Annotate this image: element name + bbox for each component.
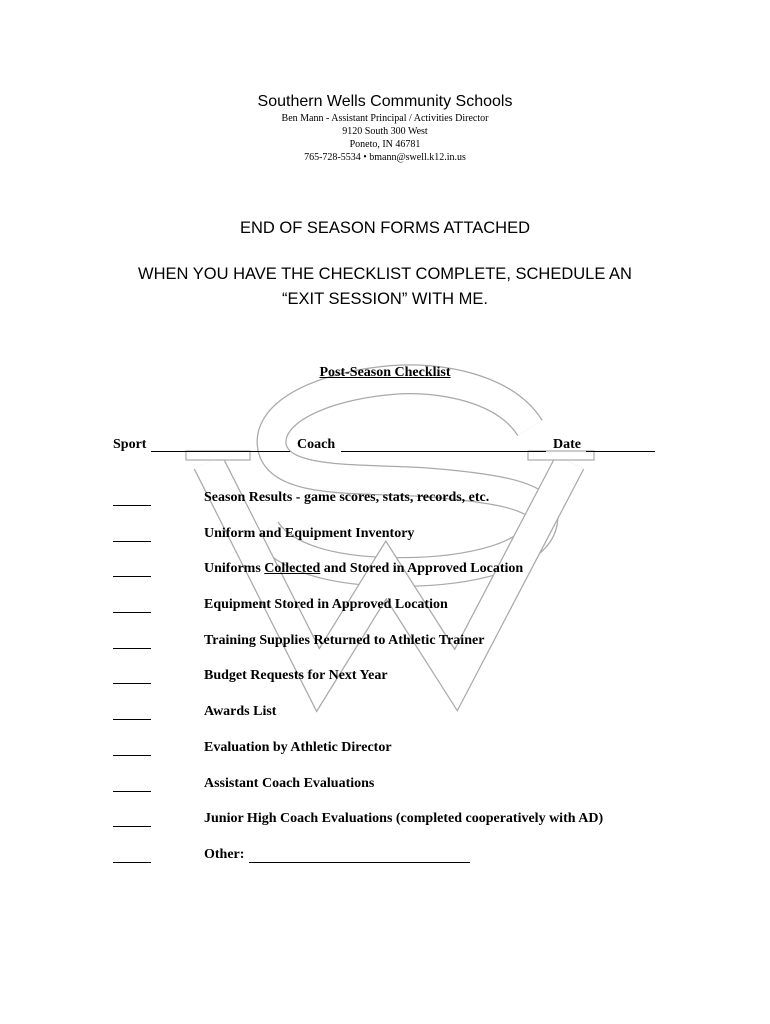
checklist-item-label: Training Supplies Returned to Athletic Trainer [204,632,485,648]
address-street: 9120 South 300 West [342,126,428,137]
checklist-item [0,766,770,802]
checklist-item-label-underlined: Collected [264,561,321,577]
coach-blank [341,451,546,452]
check-blank [113,862,151,863]
checklist-item-label: Evaluation by Athletic Director [204,739,392,755]
checklist-title [0,363,770,383]
check-blank [113,541,151,542]
checklist-item [0,516,770,552]
checklist-item [0,730,770,766]
school-name: Southern Wells Community Schools [257,93,513,110]
check-blank [113,683,151,684]
check-blank [113,576,151,577]
checklist-item-label: Uniform and Equipment Inventory [204,525,415,541]
checklist-item [0,551,770,587]
checklist-item [0,587,770,623]
check-blank [113,791,151,792]
check-blank [113,612,151,613]
check-blank [113,505,151,506]
checklist-item [0,694,770,730]
other-blank [249,862,470,863]
date-blank [586,451,655,452]
checklist-item [0,658,770,694]
checklist-item-other [0,837,770,873]
check-blank [113,826,151,827]
date-label: Date [553,437,581,452]
notice-title: END OF SEASON FORMS ATTACHED [240,219,530,237]
coach-label: Coach [297,437,336,452]
checklist-item-label [204,559,523,579]
contact-block [0,112,770,164]
phone-email: 765-728-5534 • bmann@swell.k12.in.us [304,152,466,163]
notice-line-1: WHEN YOU HAVE THE CHECKLIST COMPLETE, SCHEDULE AN [138,265,632,283]
checklist-item [0,623,770,659]
contact-name: Ben Mann - Assistant Principal / Activities Director [281,113,489,124]
checklist-item-label: Other: [204,846,245,862]
notice-instructions [0,262,770,312]
checklist-header-fields [0,435,770,455]
checklist-item-label: Awards List [204,704,277,720]
check-blank [113,755,151,756]
sport-blank [151,451,290,452]
checklist-item-label: Equipment Stored in Approved Location [204,597,448,613]
check-blank [113,648,151,649]
checklist-items [0,480,770,873]
sport-label: Sport [113,437,147,452]
checklist-title-text: Post-Season Checklist [319,365,451,380]
checklist-item-label-end: and Stored in Approved Location [323,561,524,577]
checklist-item-label: Assistant Coach Evaluations [204,775,375,791]
checklist-item-label-start: Uniforms [204,561,261,577]
checklist-item [0,801,770,837]
address-city: Poneto, IN 46781 [349,139,421,150]
checklist-item [0,480,770,516]
checklist-item-label: Junior High Coach Evaluations (completed cooperatively with AD) [204,811,604,827]
check-blank [113,719,151,720]
checklist-item-label: Season Results - game scores, stats, records, etc. [204,490,490,505]
notice-line-2: “EXIT SESSION” WITH ME. [282,290,488,308]
checklist-item-label: Budget Requests for Next Year [204,668,388,684]
